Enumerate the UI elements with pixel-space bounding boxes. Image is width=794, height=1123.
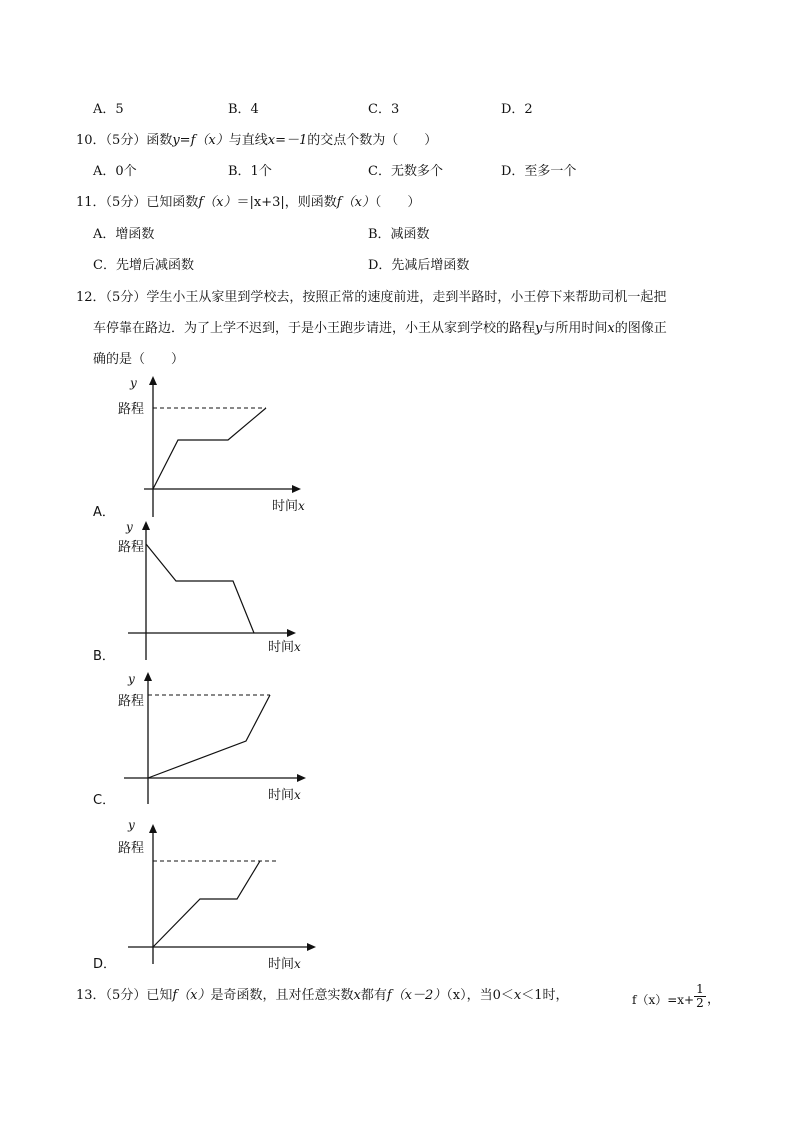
- q10-stem-pre: 10．（5分）函数: [76, 133, 173, 148]
- x-axis-arrow: [292, 485, 301, 493]
- q11-stem-mid: ，则函数: [284, 195, 337, 210]
- q11-option-a: A．增函数: [93, 227, 155, 242]
- q13-f1: f（x）: [172, 988, 211, 1003]
- q12-var-x: x: [607, 321, 615, 336]
- y-axis-arrow: [144, 672, 152, 681]
- q13-formula: f（x）=x+: [632, 993, 695, 1007]
- q12-var-y: y: [535, 321, 543, 336]
- q10-option-a: A．0个: [93, 164, 137, 179]
- q13-t2: 都有: [360, 988, 387, 1003]
- q12-line2-pre: 车停靠在路边．为了上学不迟到，于是小王跑步请进，小王从家到学校的路程: [93, 321, 536, 336]
- q11-option-c: C．先增后减函数: [93, 258, 194, 273]
- path-curve: [146, 544, 254, 633]
- q11-stem-pre: 11．（5分）已知函数: [76, 195, 199, 210]
- path-curve: [148, 695, 270, 778]
- fraction-denominator: 2: [696, 996, 704, 1010]
- q10-stem: [76, 133, 437, 149]
- q10-stem-post: 的交点个数为（ ）: [307, 133, 438, 148]
- q11-option-d: D．先减后增函数: [368, 258, 470, 273]
- q13-t3: （x），当: [446, 988, 493, 1003]
- q12-line2: [93, 321, 667, 337]
- q11-option-b: B．减函数: [368, 227, 430, 242]
- graph-a: [90, 372, 330, 522]
- q13-x1: x: [353, 988, 361, 1003]
- time-label: 时间x: [272, 499, 305, 514]
- x-axis-arrow: [297, 774, 306, 782]
- option-label-d: D．: [93, 957, 117, 972]
- q11-eq: ＝|x+3|: [236, 195, 285, 210]
- y-label: y: [130, 376, 137, 390]
- q11-func2: f（x）: [336, 195, 375, 210]
- q10-stem-mid: 与直线: [228, 133, 268, 148]
- option-label-a: A．: [93, 505, 115, 520]
- q9-option-c: C．3: [368, 102, 400, 117]
- path-curve: [153, 861, 260, 947]
- q13-cond-pre: 0＜: [492, 988, 514, 1003]
- q9-option-b: B．4: [228, 102, 259, 117]
- q12-line2-post: 的图像正: [614, 321, 667, 336]
- q12-line1: 12．（5分）学生小王从家里到学校去，按照正常的速度前进，走到半路时，小王停下来帮助司机一起把: [76, 290, 667, 305]
- y-axis-arrow: [142, 521, 150, 530]
- q13-cond-post: ＜1时，: [521, 988, 569, 1003]
- q10-func: y=f（x）: [172, 133, 229, 148]
- q10-option-b: B．1个: [228, 164, 272, 179]
- q13-fraction: [694, 983, 706, 1010]
- q10-option-d: D．至多一个: [501, 164, 577, 179]
- q13-stem-pre: 13．（5分）已知: [76, 988, 173, 1003]
- option-label-c: C．: [93, 793, 116, 808]
- q11-func: f（x）: [198, 195, 237, 210]
- x-axis-arrow: [287, 629, 296, 637]
- q9-option-d: D．2: [501, 102, 533, 117]
- y-label: y: [126, 520, 133, 534]
- q12-line2-mid: 与所用时间: [542, 321, 608, 336]
- q13-t1: 是奇函数，且对任意实数: [210, 988, 354, 1003]
- y-axis-arrow: [149, 824, 157, 833]
- q10-option-c: C．无数多个: [368, 164, 443, 179]
- q13-f2: f（x－2）: [386, 988, 447, 1003]
- graph-c: [90, 668, 330, 813]
- path-curve: [153, 408, 266, 489]
- time-label: 时间x: [268, 957, 301, 972]
- fraction-numerator: 1: [694, 983, 706, 997]
- q10-line: x=－1: [267, 133, 308, 148]
- x-axis-arrow: [307, 943, 316, 951]
- q11-stem: [76, 195, 420, 211]
- distance-label: 路程: [118, 540, 145, 555]
- q13-tail: ，: [707, 992, 721, 1007]
- distance-label: 路程: [118, 402, 145, 417]
- q9-option-a: A．5: [93, 102, 124, 117]
- time-label: 时间x: [268, 788, 301, 803]
- q13-x2: x: [513, 988, 522, 1003]
- y-label: y: [128, 818, 135, 832]
- graph-d: [90, 812, 330, 972]
- option-label-b: B．: [93, 649, 115, 664]
- graph-b: [90, 517, 330, 667]
- distance-label: 路程: [118, 841, 145, 856]
- y-label: y: [128, 672, 135, 686]
- q13-stem: [76, 988, 569, 1004]
- q11-stem-post: （ ）: [374, 195, 421, 210]
- time-label: 时间x: [268, 640, 301, 655]
- q12-line3: 确的是（ ）: [93, 352, 185, 367]
- distance-label: 路程: [118, 694, 145, 709]
- y-axis-arrow: [149, 376, 157, 385]
